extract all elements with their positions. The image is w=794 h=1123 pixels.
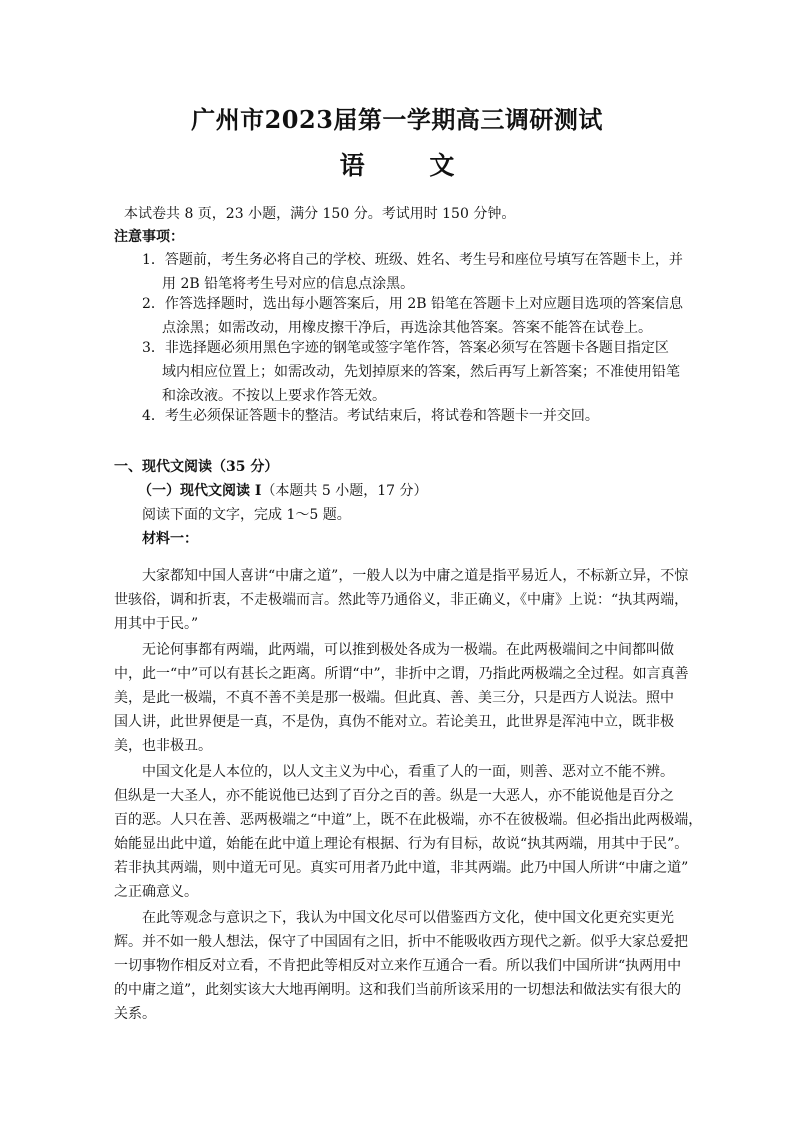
exam-title: 广州市2023届第一学期高三调研测试 bbox=[191, 105, 603, 134]
subject-title: 语 文 bbox=[339, 151, 483, 180]
subsection-heading bbox=[138, 480, 638, 502]
passage-line: 的中庸之道”，此刻实该大大地再阐明。这和我们当前所该采用的一切想法和做法实有很大的 bbox=[114, 982, 682, 998]
reading-instruction: 阅读下面的文字，完成 1～5 题。 bbox=[142, 507, 351, 523]
passage-line: 但纵是一大圣人，亦不能说他已达到了百分之百的善。纵是一大恶人，亦不能说他是百分之 bbox=[114, 788, 674, 804]
passage-line: 中，此一“中”可以有甚长之距离。所谓“中”，非折中之谓，乃指此两极端之全过程。如言真善 bbox=[114, 666, 689, 682]
passage-line: 一切事物作相反对立看，不肯把此等相反对立来作互通合一看。所以我们中国所讲“执两用中 bbox=[114, 958, 682, 974]
passage-line: 用其中于民。” bbox=[114, 616, 199, 632]
passage-line: 无论何事都有两端，此两端，可以推到极处各成为一极端。在此两极端间之中间都叫做 bbox=[142, 642, 674, 658]
exam-page: 广州市2023届第一学期高三调研测试 语 文 本试卷共 8 页，23 小题，满分 150 分。考试用时 150 分钟。 注意事项： 1．答题前，考生务必将自己的学校、班级、姓名、考生号和座位号填写在答题卡上，并 用 2B 铅笔将考生号对应的信息点涂黑。 2．作答选择题时，选出每小题答案后，用 2B 铅笔在答题卡上对应题目选项的答案信息 点涂黑；如需改动，用橡皮擦干净后，再选涂其他答案。答案不能答在试卷上。 3．非选择题必须用黑色字迹的钢笔或签字笔作答，答案必须写在答题卡各题目指定区 域内相应位置上；如需改动，先划掉原来的答案，然后再写上新答案；不准使用铅笔 和涂改液。不按以上要求作答无效。 4．考生必须保证答题卡的整洁。考试结束后，将试卷和答题卡一并交回。 一、现代文阅读（35 分） （一）现代文阅读 I（本题共 5 小题，17 分） 阅读下面的文字，完成 1～5 题。 材料一： 大家都知中国人喜讲“中庸之道”，一般人以为中庸之道是指平易近人，不标新立异，不惊 世骇俗，调和折衷，不走极端而言。然此等乃通俗义，非正确义，《中庸》上说：“执其两端， 用其中于民。” 无论何事都有两端，此两端，可以推到极处各成为一极端。在此两极端间之中间都叫做 中，此一“中”可以有甚长之距离。所谓“中”，非折中之谓，乃指此两极端之全过程。如言真善 美，是此一极端，不真不善不美是那一极端。但此真、善、美三分，只是西方人说法。照中 国人讲，此世界便是一真，不是伪，真伪不能对立。若论美丑，此世界是浑沌中立，既非极 美，也非极丑。 中国文化是人本位的，以人文主义为中心，看重了人的一面，则善、恶对立不能不辨。 但纵是一大圣人，亦不能说他已达到了百分之百的善。纵是一大恶人，亦不能说他是百分之 百的恶。人只在善、恶两极端之“中道”上，既不在此极端，亦不在彼极端。但必指出此两极端， 始能显出此中道，始能在此中道上理论有根据、行为有目标，故说“执其两端，用其中于民”。 若非执其两端，则中道无可见。真实可用者乃此中道，非其两端。此乃中国人所讲“中庸之道” 之正确意义。 在此等观念与意识之下，我认为中国文化尽可以借鉴西方文化，使中国文化更充实更光 辉。并不如一般人想法，保守了中国固有之旧，折中不能吸收西方现代之新。似乎大家总爱把 一切事物作相反对立看，不肯把此等相反对立来作互通合一看。所以我们中国所讲“执两用中 的中庸之道”，此刻实该大大地再阐明。这和我们当前所该采用的一切想法和做法实有很大的 关系。 bbox=[0, 0, 794, 1123]
passage-line: 辉。并不如一般人想法，保守了中国固有之旧，折中不能吸收西方现代之新。似乎大家总爱把 bbox=[114, 934, 688, 950]
passage-line: 之正确意义。 bbox=[114, 884, 198, 900]
passage-line: 世骇俗，调和折衷，不走极端而言。然此等乃通俗义，非正确义，《中庸》上说：“执其两端， bbox=[114, 592, 689, 608]
subsection-title: （一）现代文阅读 I bbox=[138, 483, 262, 499]
notice-heading: 注意事项： bbox=[114, 229, 184, 245]
passage-line: 美，是此一极端，不真不善不美是那一极端。但此真、善、美三分，只是西方人说法。照中 bbox=[114, 690, 674, 706]
passage-line: 始能显出此中道，始能在此中道上理论有根据、行为有目标，故说“执其两端，用其中于民”。 bbox=[114, 836, 689, 852]
passage-line: 关系。 bbox=[114, 1006, 156, 1022]
passage-line: 若非执其两端，则中道无可见。真实可用者乃此中道，非其两端。此乃中国人所讲“中庸之道” bbox=[114, 860, 689, 876]
passage-line: 在此等观念与意识之下，我认为中国文化尽可以借鉴西方文化，使中国文化更充实更光 bbox=[142, 910, 674, 926]
passage-line: 百的恶。人只在善、恶两极端之“中道”上，既不在此极端，亦不在彼极端。但必指出此两极端， bbox=[114, 812, 703, 828]
material-label: 材料一： bbox=[142, 531, 198, 547]
subsection-meta: （本题共 5 小题，17 分） bbox=[261, 483, 428, 499]
passage-line: 中国文化是人本位的，以人文主义为中心，看重了人的一面，则善、恶对立不能不辨。 bbox=[142, 764, 674, 780]
passage-line: 大家都知中国人喜讲“中庸之道”，一般人以为中庸之道是指平易近人，不标新立异，不惊 bbox=[142, 568, 689, 584]
section-heading: 一、现代文阅读（35 分） bbox=[114, 459, 279, 475]
intro-text: 本试卷共 8 页，23 小题，满分 150 分。考试用时 150 分钟。 bbox=[124, 206, 516, 222]
passage-line: 美，也非极丑。 bbox=[114, 738, 212, 754]
passage-line: 国人讲，此世界便是一真，不是伪，真伪不能对立。若论美丑，此世界是浑沌中立，既非极 bbox=[114, 714, 674, 730]
